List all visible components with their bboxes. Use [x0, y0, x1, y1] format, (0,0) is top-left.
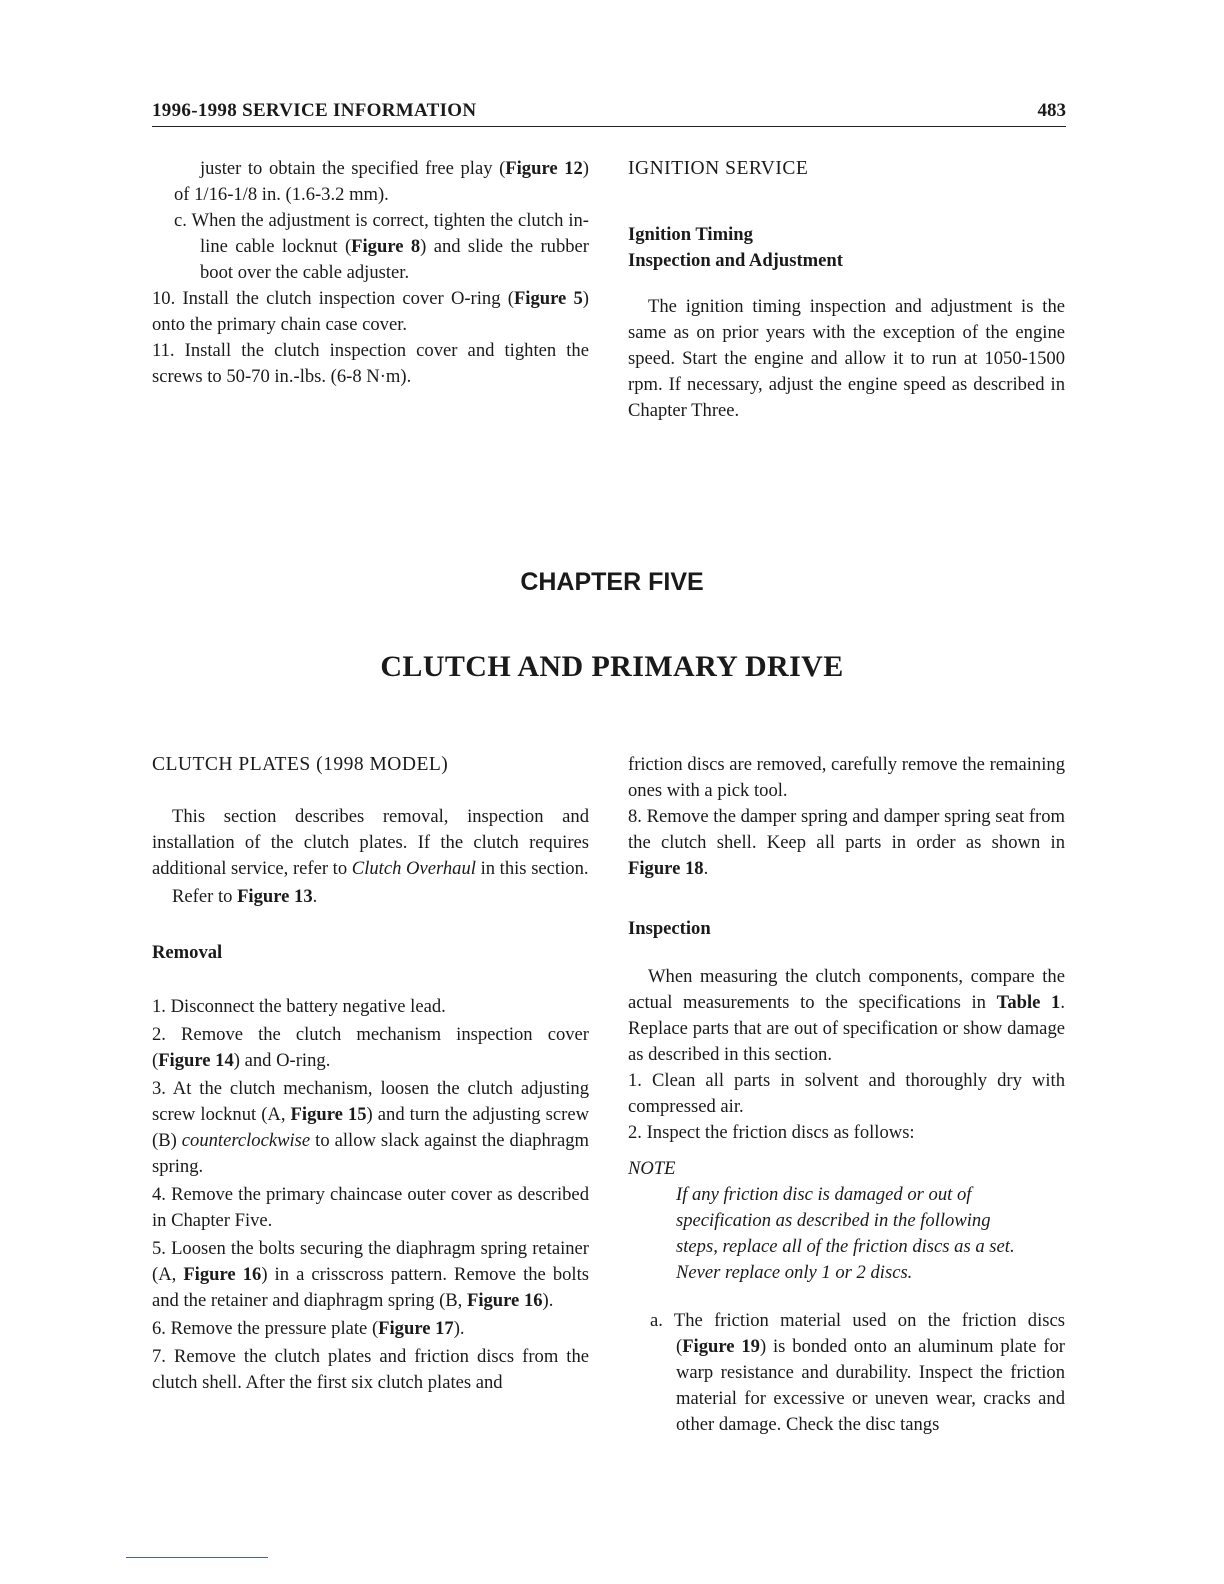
- header-title: 1996-1998 SERVICE INFORMATION: [152, 100, 477, 121]
- note-title: NOTE: [628, 1158, 676, 1179]
- removal-step-7: 7. Remove the clutch plates and friction discs from the clutch shell. After the first six clutch plates and: [152, 1346, 589, 1393]
- section-title-clutch-plates: CLUTCH PLATES (1998 MODEL): [152, 754, 449, 775]
- chapter-title: CLUTCH AND PRIMARY DRIVE: [380, 650, 844, 683]
- removal-step-7-continued: friction discs are removed, carefully remove the remaining ones with a pick tool.: [628, 754, 1065, 801]
- running-header: [152, 98, 1066, 127]
- refer-paragraph: Refer to Figure 13.: [172, 886, 318, 907]
- removal-step-8: 8. Remove the damper spring and damper spring seat from the clutch shell. Keep all parts in order as shown in Figure 18.: [628, 806, 1065, 879]
- footnote-rule: [126, 1557, 268, 1558]
- removal-step-5: 5. Loosen the bolts securing the diaphragm spring retainer (A, Figure 16) in a crisscross pattern. Remove the bolts and the retainer and diaphragm spring (B, Figure 16).: [152, 1238, 589, 1311]
- inspection-step-a: a. The friction material used on the friction discs (Figure 19) is bonded onto an aluminum plate for warp resistance and durability. Inspect the friction material for excessive or uneven wear, cracks and other damage. Check the disc tangs: [650, 1310, 1065, 1435]
- step-10: 10. Install the clutch inspection cover O-ring (Figure 5) onto the primary chain case cover.: [152, 288, 589, 335]
- ignition-paragraph: The ignition timing inspection and adjustment is the same as on prior years with the exception of the engine speed. Start the engine and allow it to run at 1050-1500 rpm. If necessary, adjust the engine speed as described in Chapter Three.: [628, 296, 1065, 421]
- chapter-number: CHAPTER FIVE: [520, 568, 704, 596]
- removal-step-3: 3. At the clutch mechanism, loosen the clutch adjusting screw locknut (A, Figure 15) and turn the adjusting screw (B) counterclockwise to allow slack against the diaphragm spring.: [152, 1078, 590, 1177]
- section-title-ignition: IGNITION SERVICE: [628, 158, 809, 179]
- removal-heading: Removal: [152, 942, 223, 963]
- note-text: If any friction disc is damaged or out of specification as described in the following steps, replace all of the friction discs as a set. Never replace only 1 or 2 discs.: [676, 1184, 1015, 1283]
- continued-step: juster to obtain the specified free play (Figure 12) of 1/16-1/8 in. (1.6-3.2 mm).: [174, 158, 589, 205]
- top-right-column: [628, 156, 1065, 424]
- bottom-right-column: [628, 752, 1065, 1438]
- inspection-heading: Inspection: [628, 918, 711, 939]
- page-number: 483: [1037, 100, 1066, 121]
- removal-step-6: 6. Remove the pressure plate (Figure 17).: [152, 1318, 465, 1339]
- removal-step-1: 1. Disconnect the battery negative lead.: [152, 996, 446, 1017]
- inspection-intro: When measuring the clutch components, compare the actual measurements to the specifications in Table 1. Replace parts that are out of specification or show damage as described in this section.: [628, 966, 1065, 1065]
- intro-paragraph: This section describes removal, inspection and installation of the clutch plates. If the clutch requires additional service, refer to Clutch Overhaul in this section.: [152, 806, 589, 879]
- removal-step-2: 2. Remove the clutch mechanism inspection cover (Figure 14) and O-ring.: [152, 1024, 589, 1071]
- bottom-left-column: [152, 752, 589, 1396]
- subhead-inspection-adjustment: Inspection and Adjustment: [628, 250, 843, 271]
- subhead-ignition-timing: Ignition Timing: [628, 224, 753, 245]
- inspection-step-1: 1. Clean all parts in solvent and thoroughly dry with compressed air.: [628, 1070, 1065, 1117]
- step-c: c. When the adjustment is correct, tighten the clutch in-line cable locknut (Figure 8) and slide the rubber boot over the cable adjuster.: [174, 210, 590, 283]
- inspection-step-2: 2. Inspect the friction discs as follows:: [628, 1122, 915, 1143]
- top-left-column: [152, 156, 589, 390]
- step-11: 11. Install the clutch inspection cover and tighten the screws to 50-70 in.-lbs. (6-8 N·m).: [152, 340, 589, 387]
- removal-step-4: 4. Remove the primary chaincase outer cover as described in Chapter Five.: [152, 1184, 589, 1231]
